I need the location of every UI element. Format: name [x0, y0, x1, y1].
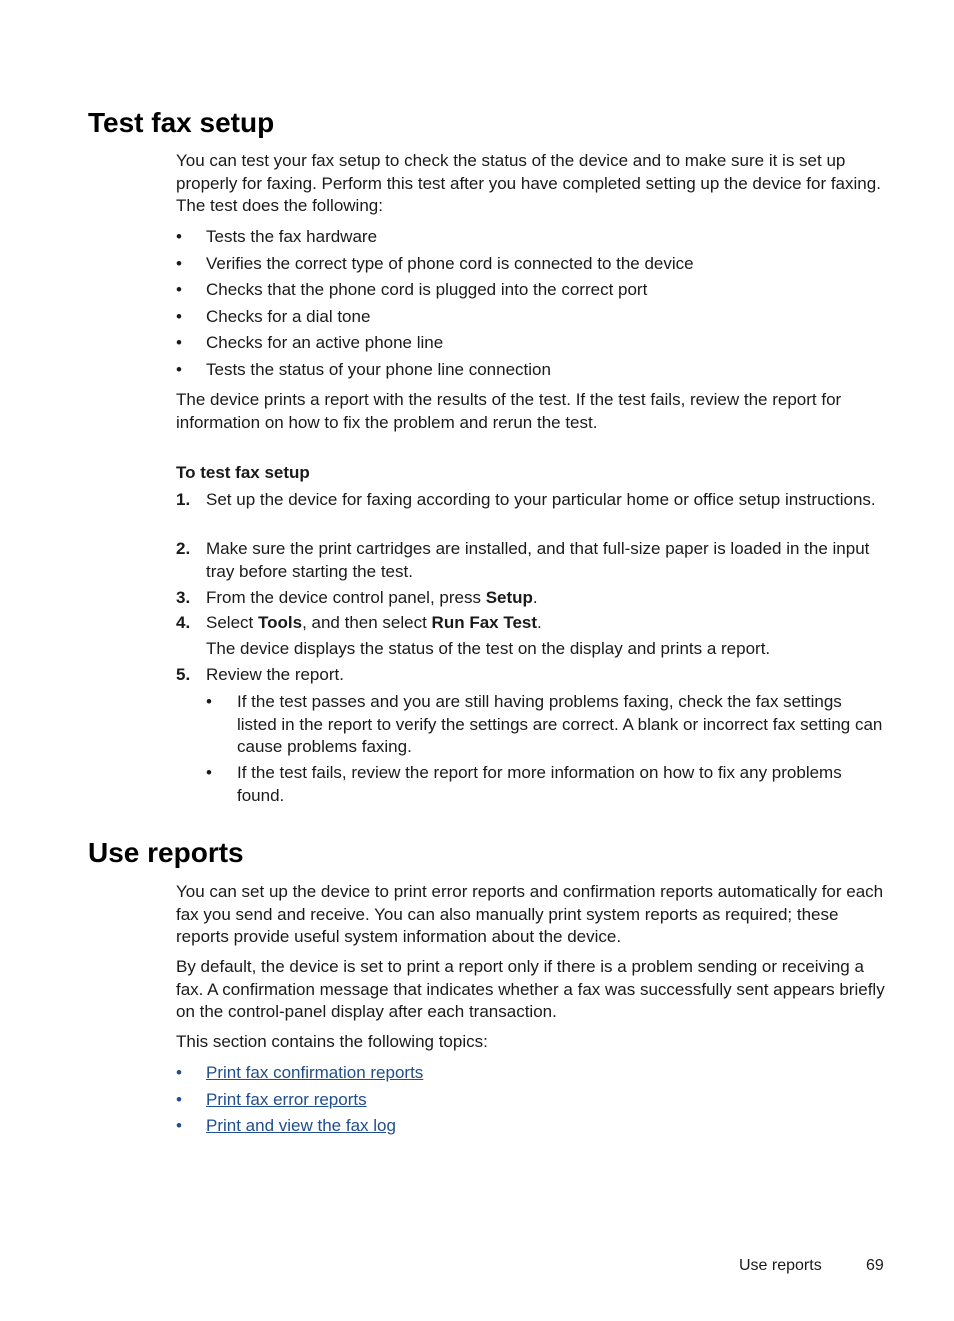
step-text: Make sure the print cartridges are installed, and that full-size paper is loaded in the input tray before starting the test. [206, 539, 870, 581]
step-text: Set up the device for faxing according to your particular home or office setup instructions. [206, 490, 876, 509]
topics-list [176, 1062, 423, 1138]
footer-section-name: Use reports [739, 1257, 822, 1274]
list-item: • Tests the status of your phone line connection [176, 359, 551, 379]
run-fax-test-menu-name: Run Fax Test [431, 613, 538, 632]
step-note: The device displays the status of the test on the display and prints a report. [206, 638, 771, 658]
step-number: 4. [176, 613, 191, 632]
list-item: • Print fax error reports [176, 1089, 367, 1109]
step-number: 1. [176, 490, 191, 509]
procedure-title: To test fax setup [176, 463, 310, 482]
reports-paragraph-2: By default, the device is set to print a report only if there is a problem sending or receiving a fax. A confirmation message that indicates whether a fax was successfully sent appears briefly on the control-panel display after each transaction. [176, 957, 885, 1021]
link-print-and-view-fax-log[interactable]: Print and view the fax log [206, 1116, 396, 1135]
step-text: Review the report. [206, 665, 344, 684]
step-3 [176, 587, 886, 610]
sub-list-item: • If the test passes and you are still having problems faxing, check the fax settings listed in the report to verify the settings are correct. A blank or incorrect fax setting can cause problems faxing. [206, 692, 883, 756]
page-number: 69 [866, 1257, 884, 1274]
reports-paragraph-3: This section contains the following topics: [176, 1032, 488, 1051]
step-5 [176, 664, 886, 687]
list-item: • Print fax confirmation reports [176, 1063, 424, 1082]
list-item: • Verifies the correct type of phone cord is connected to the device [176, 253, 694, 273]
intro-paragraph: You can test your fax setup to check the status of the device and to make sure it is set up properly for faxing. Perform this test after you have completed setting up the device for faxing. The test does the following: [176, 151, 881, 215]
setup-menu-name: Setup [485, 588, 533, 607]
step-number: 3. [176, 588, 191, 607]
list-item: • Print and view the fax log [176, 1116, 396, 1135]
link-print-fax-error-reports[interactable]: Print fax error reports [206, 1089, 367, 1109]
sub-list-item: • If the test fails, review the report for more information on how to fix any problems found. [206, 763, 842, 805]
step-text: Select Tools, and then select Run Fax Test. [206, 613, 542, 632]
tools-menu-name: Tools [257, 613, 303, 632]
step-1 [176, 489, 886, 512]
step-4 [176, 612, 886, 660]
section-title-test-fax-setup: Test fax setup [88, 107, 275, 138]
step-text: From the device control panel, press Setup. [206, 588, 538, 607]
list-item: • Checks that the phone cord is plugged into the correct port [176, 280, 648, 299]
step-number: 2. [176, 539, 191, 558]
list-item: • Tests the fax hardware [176, 227, 378, 246]
section-title-use-reports: Use reports [88, 837, 244, 868]
link-print-fax-confirmation-reports[interactable]: Print fax confirmation reports [206, 1063, 424, 1082]
test-checks-list [176, 226, 694, 381]
result-paragraph: The device prints a report with the results of the test. If the test fails, review the report for information on how to fix the problem and rerun the test. [176, 390, 842, 432]
step-2 [176, 538, 886, 583]
reports-paragraph-1: You can set up the device to print error reports and confirmation reports automatically for each fax you send and receive. You can also manually print system reports as required; these reports provide useful system information about the device. [176, 882, 884, 946]
list-item: • Checks for a dial tone [176, 306, 371, 326]
list-item: • Checks for an active phone line [176, 333, 444, 352]
step-number: 5. [176, 665, 191, 684]
